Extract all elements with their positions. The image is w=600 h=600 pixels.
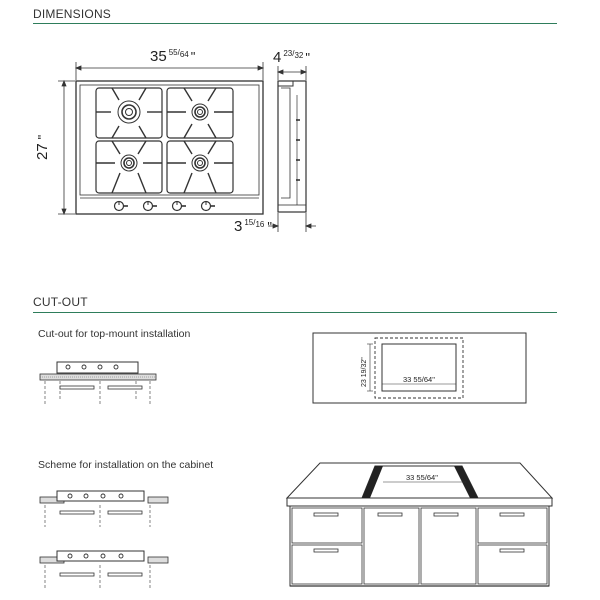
cooktop-top-view xyxy=(34,48,263,214)
height-label: 27" xyxy=(34,134,51,160)
burner-rear-left xyxy=(118,101,140,123)
cutout-title: CUT-OUT xyxy=(33,295,88,309)
cutout-depth-label: 23 19/32" xyxy=(361,357,368,387)
countertop-cutout-plan xyxy=(313,333,526,403)
caption-top-mount: Cut-out for top-mount installation xyxy=(38,328,191,340)
cabinet-perspective xyxy=(287,463,552,586)
depth-label: 4 $^{23}$/32 " xyxy=(273,49,311,66)
caption-cabinet: Scheme for installation on the cabinet xyxy=(38,459,214,471)
cabinet-cutout-width-label: 33 55/64" xyxy=(406,473,438,482)
dimensions-title: DIMENSIONS xyxy=(33,7,112,21)
width-label: 35 $^{55}$/64 " xyxy=(150,48,196,65)
top-mount-section-sketch xyxy=(40,362,156,405)
control-depth-label: 3 $^{15}$/16 " xyxy=(234,218,273,235)
burner-rear-right xyxy=(192,104,208,120)
cabinet-section-sketch-1 xyxy=(40,491,168,527)
cutout-width-label: 33 55/64" xyxy=(403,375,435,384)
cabinet-section-sketch-2 xyxy=(40,551,168,590)
burner-front-left xyxy=(121,155,137,171)
burner-front-right xyxy=(192,155,208,171)
